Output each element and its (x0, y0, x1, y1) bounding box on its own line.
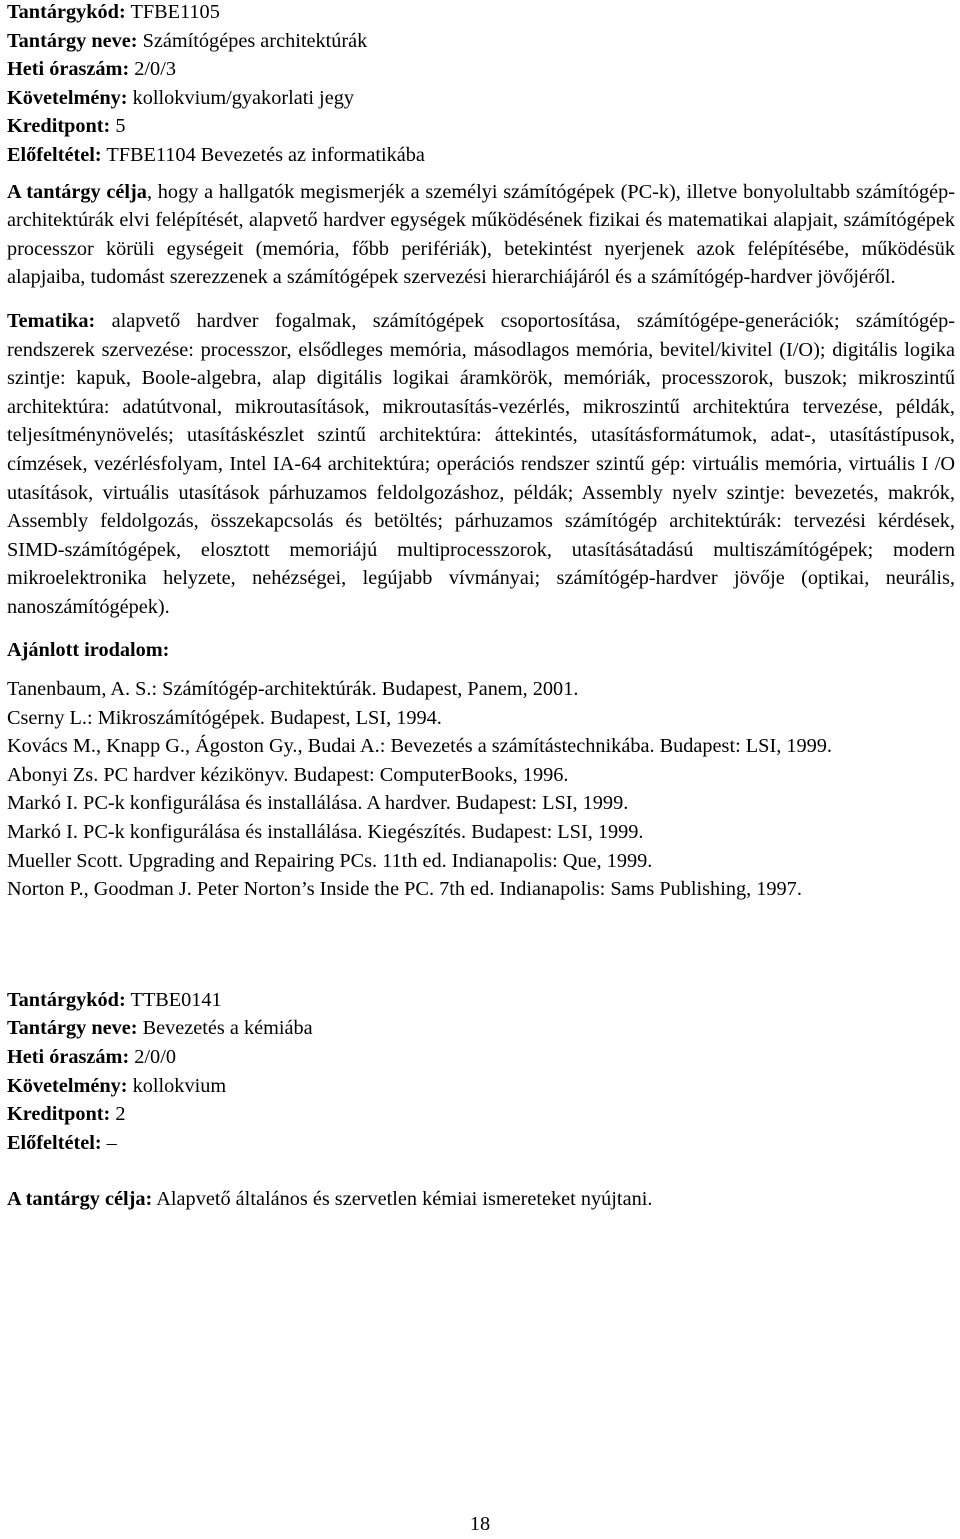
reference-item: Markó I. PC-k konfigurálása és installálása. Kiegészítés. Budapest: LSI, 1999. (7, 821, 644, 844)
reference-item: Kovács M., Knapp G., Ágoston Gy., Budai A.: Bevezetés a számítástechnikába. Budapest: LSI, 1999. (7, 735, 832, 758)
course2-name-line: Tantárgy neve: Bevezetés a kémiába (7, 1017, 313, 1040)
course2-requirement: kollokvium (132, 1074, 227, 1097)
requirement: kollokvium/gyakorlati jegy (132, 86, 354, 109)
references-list (7, 675, 955, 904)
course-aim-paragraph: A tantárgy célja, hogy a hallgatók megismerjék a személyi számítógépek (PC-k), illetve bonyolultabb számítógép-architektúrák elvi felépítését, alapvető hardver egységek működésének fizikai és matematikai alapjait, számítógépek processzor körüli egységeit (memória, főbb perifériák), betekintést nyerjenek azok felépítésébe, működésük alapjaiba, tudomást szerezzenek a számítógépek szervezési hierarchiájáról és a számítógép-hardver jövőjéről. (7, 180, 955, 289)
course2-requirement-line: Követelmény: kollokvium (7, 1074, 227, 1097)
page-number: 18 (469, 1513, 491, 1535)
references-heading: Ajánlott irodalom: (7, 639, 170, 662)
course-name: Számítógépes architektúrák (142, 29, 368, 52)
course2-credit: 2 (115, 1103, 126, 1126)
reference-item: Abonyi Zs. PC hardver kézikönyv. Budapest: ComputerBooks, 1996. (7, 763, 569, 786)
course-code-line: Tantárgykód: TFBE1105 (7, 1, 220, 23)
weekly-hours-line: Heti óraszám: 2/0/3 (7, 58, 176, 81)
credit-line: Kreditpont: 5 (7, 115, 126, 138)
course2-code-line: Tantárgykód: TTBE0141 (7, 988, 222, 1011)
prerequisite: TFBE1104 Bevezetés az informatikába (106, 143, 425, 166)
credit-points: 5 (115, 115, 126, 138)
course-name-line: Tantárgy neve: Számítógépes architektúrák (7, 29, 368, 52)
weekly-hours: 2/0/3 (134, 58, 176, 81)
course2-prerequisite-line: Előfeltétel: – (7, 1131, 117, 1154)
reference-item: Markó I. PC-k konfigurálása és installálása. A hardver. Budapest: LSI, 1999. (7, 792, 629, 815)
course2-code: TTBE0141 (130, 988, 222, 1011)
syllabus-paragraph: Tematika: alapvető hardver fogalmak, számítógépek csoportosítása, számítógépe-generációk; számítógép-rendszerek szervezése: processzor, elsődleges memória, másodlagos memória, bevitel/kivitel (I/O); digitális logika szintje: kapuk, Boole-algebra, alap digitális logikai áramkörök, memóriák, processzorok, buszok; mikroszintű architektúra: adatútvonal, mikroutasítások, mikroutasítás-vezérlés, mikroszintű architektúra tervezése, példák, teljesítménynövelés; utasításkészlet szintű architektúra: áttekintés, utasításformátumok, adat-, utasítástípusok, címzések, vezérlésfolyam, Intel IA-64 architektúra; operációs rendszer szintű gép: virtuális memória, virtuális I /O utasítások, virtuális utasítások párhuzamos feldolgozáshoz, példák; Assembly nyelv szintje: bevezetés, makrók, Assembly feldolgozás, összekapcsolás és betöltés; párhuzamos számítógép architektúrák: tervezési kérdések, SIMD-számítógépek, elosztott memoriájú multiprocesszorok, utasításátadású multiszámítógépek; modern mikroelektronika helyzete, nehézségei, legújabb vívmányai; számítógép-hardver jövője (optikai, neurális, nanoszámítógépek). (7, 309, 955, 618)
course2-hours: 2/0/0 (134, 1046, 176, 1068)
reference-item: Cserny L.: Mikroszámítógépek. Budapest, LSI, 1994. (7, 706, 442, 729)
requirement-line: Követelmény: kollokvium/gyakorlati jegy (7, 86, 354, 109)
course2-aim-line: A tantárgy célja: Alapvető általános és szervetlen kémiai ismereteket nyújtani. (7, 1188, 653, 1211)
course2-hours-line: Heti óraszám: 2/0/0 (7, 1046, 176, 1068)
course2-credit-line: Kreditpont: 2 (7, 1103, 126, 1126)
course-code: TFBE1105 (130, 1, 220, 23)
reference-item: Norton P., Goodman J. Peter Norton’s Inside the PC. 7th ed. Indianapolis: Sams Publishing, 1997. (7, 878, 802, 901)
reference-item: Mueller Scott. Upgrading and Repairing PCs. 11th ed. Indianapolis: Que, 1999. (7, 849, 653, 872)
document-page (7, 0, 955, 1214)
course2-name: Bevezetés a kémiába (142, 1017, 313, 1040)
prerequisite-line: Előfeltétel: TFBE1104 Bevezetés az informatikába (7, 143, 425, 166)
course2-prerequisite: – (106, 1131, 117, 1154)
reference-item: Tanenbaum, A. S.: Számítógép-architektúrák. Budapest, Panem, 2001. (7, 678, 579, 701)
